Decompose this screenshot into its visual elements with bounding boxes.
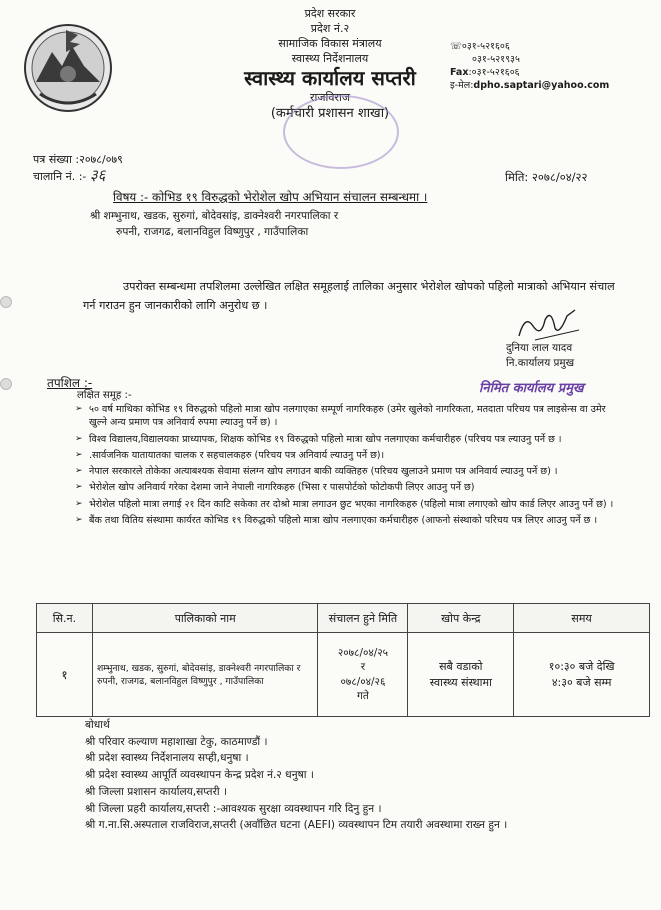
list-item: ➢ नेपाल सरकारले तोकेका अत्याबश्यक सेवामा संलग्न खोप लगाउन बाकी व्यक्तिहरु (परिचय खुलाउने प्रमाण पत्र अनिवार्य ल्याउनु पर्ने छ) । bbox=[75, 465, 620, 478]
dispatch-number-line bbox=[33, 168, 105, 184]
list-item: ➢ बैंक तथा वितिय संस्थामा कार्यरत कोभिड १९ विरुद्धको पहिलो मात्रा खोप नलगाएका कर्मचारीहरु (आफनो संस्थाको परिचय पत्र लिएर आउनु पर्ने छ । bbox=[75, 514, 620, 527]
cc-line: श्री परिवार कल्याण महाशाखा टेकु, काठमाण्डौं । bbox=[85, 735, 268, 748]
list-item: ➢ विश्व विद्यालय,विद्यालयका प्राध्यापक, शिक्षक कोभिड १९ विरुद्धको पहिलो मात्रा खोप नलगाएका कर्मचारीहरु (परिचय पत्र ल्याउनु पर्ने छ । bbox=[75, 433, 620, 446]
col-header-date: संचालन हुने मिति bbox=[318, 604, 408, 633]
cc-heading: बोधार्थ bbox=[85, 719, 110, 731]
fax-label: Fax bbox=[450, 67, 469, 78]
target-group-list bbox=[75, 403, 620, 530]
cc-line: श्री ग.ना.सि.अस्पताल राजविराज,सप्तरी (अवाँछित घटना (AEFI) व्यवस्थापन टिम तयारी अवस्थामा राख्न हुन । bbox=[85, 819, 508, 832]
fax-line bbox=[450, 66, 609, 79]
acting-chief-stamp: निमित कार्यालय प्रमुख bbox=[479, 381, 584, 396]
col-header-sn: सि.न. bbox=[37, 604, 93, 633]
punch-hole bbox=[0, 296, 12, 308]
office-section: (कर्मचारी प्रशासन शाखा) bbox=[270, 106, 390, 121]
phone-1: ☏०३१-५२१६०६ bbox=[450, 41, 510, 52]
date-start: २०७८/०४/२५ bbox=[337, 646, 389, 659]
cc-line: श्री प्रदेश स्वास्थ्य निर्देशनालय सप्ही,धनुषा । bbox=[85, 752, 249, 765]
addressee bbox=[90, 208, 338, 240]
email-label: इ-मेल: bbox=[450, 80, 474, 91]
cell-palika: शम्भुनाथ, खडक, सुरुगां, बोदेवसांइ, डाक्नेश्वरी नगरपालिका र रुपनी, राजगढ, बलानविहुल विष्णुपुर , गाउँपालिका bbox=[92, 633, 318, 717]
letter-body: उपरोक्त सम्बन्धमा तपशिलमा उल्लेखित लक्षित समूहलाई तालिका अनुसार भेरोशेल खोपको पहिलो मात्राको अभियान संचाल गर्न गराउन हुन जानकारीको लागि अनुरोध छ । bbox=[83, 280, 615, 312]
list-item: ➢ ५० वर्ष माथिका कोभिड १९ विरुद्धको पहिलो मात्रा खोप नलगाएका सम्पूर्ण नागरिकहरु (उमेर खुलेको नागरिकता, मतदाता परिचय पत्र लाइसेन्स वा उमेर खुल्ने अन्य प्रमाण पत्र अनिवार्य रुपमा ल्याउनु पर्ने छ) । bbox=[75, 403, 620, 430]
cell-time bbox=[514, 633, 650, 717]
center-line-2: स्वास्थ्य संस्थामा bbox=[429, 675, 492, 689]
header-government: प्रदेश सरकार bbox=[304, 7, 356, 20]
col-header-palika: पालिकाको नाम bbox=[92, 604, 318, 633]
time-start: १०:३० बजे देखि bbox=[548, 659, 615, 673]
letter-date: मिति: २०७८/०४/२२ bbox=[505, 170, 588, 184]
cell-date bbox=[318, 633, 408, 717]
addressee-line-2: रुपनी, राजगढ, बलानविहुल विष्णुपुर , गाउँपालिका bbox=[116, 226, 309, 238]
cc-section bbox=[85, 717, 650, 834]
email-line bbox=[450, 79, 609, 92]
dispatch-label: चालानि नं. :- bbox=[33, 170, 87, 183]
header-ministry: सामाजिक विकास मंत्रालय bbox=[278, 37, 382, 50]
cc-line: श्री जिल्ला प्रशासन कार्यालय,सप्तरी । bbox=[85, 785, 228, 798]
table-header-row bbox=[37, 604, 650, 633]
cc-line: श्री प्रदेश स्वास्थ्य आपूर्ति व्यवस्थापन केन्द्र प्रदेश नं.२ धनुषा । bbox=[85, 769, 314, 782]
date-suffix: गते bbox=[357, 690, 369, 702]
col-header-time: समय bbox=[514, 604, 650, 633]
header-directorate: स्वास्थ्य निर्देशनालय bbox=[291, 52, 369, 65]
addressee-line-1: श्री शम्भुनाथ, खडक, सुरुगां, बोदेवसांइ, डाक्नेश्वरी नगरपालिका र bbox=[90, 210, 339, 222]
fax-number: :०३१-५२१६०६ bbox=[468, 67, 520, 78]
signatory-name: दुनिया लाल यादव bbox=[506, 342, 573, 354]
date-end: ०७८/०४/२६ bbox=[340, 675, 386, 688]
center-line-1: सबै वडाको bbox=[439, 659, 483, 673]
list-item: ➢ भेरोशेल पहिलो मात्रा लगाई २१ दिन काटि सकेका तर दोश्रो मात्रा लगाउन छुट भएका नागरिकहरु (पहिलो मात्रा लगाएको खोप कार्ड लिएर आउनु पर्ने छ) । bbox=[75, 498, 620, 511]
target-group-label: लक्षित समूह :- bbox=[77, 390, 132, 401]
signatory bbox=[506, 341, 574, 371]
col-header-center: खोप केन्द्र bbox=[408, 604, 514, 633]
table-row bbox=[37, 633, 650, 717]
reference-number: पत्र संख्या :२०७८/०७९ bbox=[33, 153, 123, 166]
schedule-table bbox=[36, 603, 650, 717]
nepal-emblem-icon bbox=[22, 22, 114, 114]
list-item: ➢ .सार्वजनिक यातायातका चालक र सहचालकहरु (परिचय पत्र अनिवार्य ल्याउनु पर्ने छ)। bbox=[75, 449, 620, 462]
header-province: प्रदेश नं.२ bbox=[310, 22, 350, 35]
contact-block bbox=[450, 40, 609, 92]
cc-line: श्री जिल्ला प्रहरी कार्यालय,सप्तरी :-आवश्यक सुरक्षा व्यवस्थापन गरि दिनु हुन । bbox=[85, 802, 382, 815]
cell-center bbox=[408, 633, 514, 717]
time-end: ४:३० बजे सम्म bbox=[551, 675, 612, 689]
list-item: ➢ भेरोशेल खोप अनिवार्य गरेका देशमा जाने नेपाली नागरिकहरु (भिसा र पासपोर्टको फोटोकपी लिएर आउनु पर्ने छ) bbox=[75, 481, 620, 494]
signatory-title: नि.कार्यालय प्रमुख bbox=[506, 357, 575, 369]
phone-2: ०३१-५२१९३५ bbox=[472, 54, 520, 65]
dispatch-number: ३६ bbox=[89, 166, 106, 184]
office-stamp-mark bbox=[283, 95, 399, 169]
office-name: स्वास्थ्य कार्यालय सप्तरी bbox=[244, 66, 416, 90]
date-join: र bbox=[360, 661, 366, 673]
details-heading: तपशिल :- bbox=[47, 376, 93, 390]
punch-hole bbox=[0, 378, 12, 390]
signature-scribble bbox=[515, 306, 585, 342]
letter-subject: विषय :- कोभिड १९ विरुद्धको भेरोशेल खोप अभियान संचालन सम्बन्धमा । bbox=[113, 190, 428, 204]
office-place: राजविराज bbox=[310, 91, 350, 104]
cell-sn: १ bbox=[37, 633, 93, 717]
email-address: dpho.saptari@yahoo.com bbox=[473, 80, 610, 91]
